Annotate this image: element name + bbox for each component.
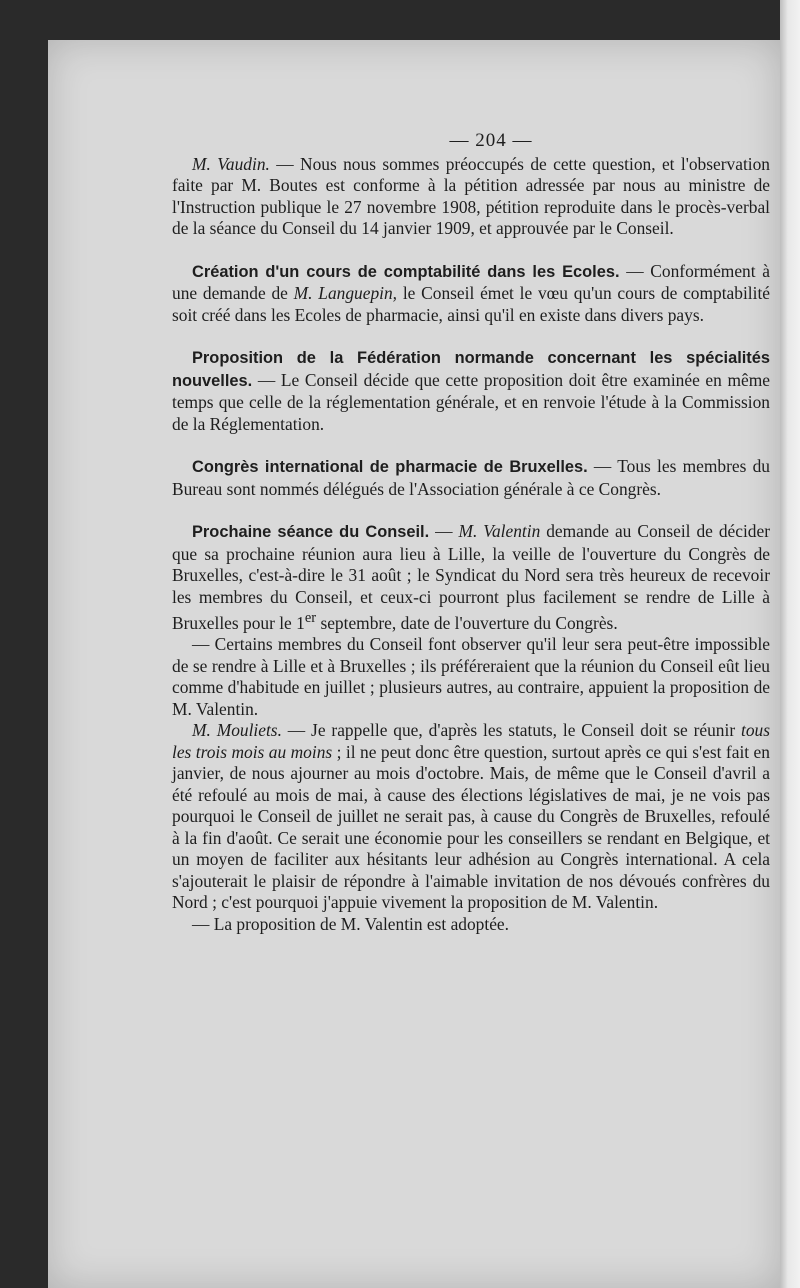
paragraph-text: — Nous nous sommes préoccupés de cette question, et l'observation faite par M. Boutes est conforme à la pétition adressée par nous au ministre de l'Instruction publique le 27 novembre 1908, pétition reproduite dans le procès-verbal de la séance du Conseil du 14 janvier 1909, et approuvée par le Conseil. [172, 153, 770, 238]
section-prochaine-seance [172, 521, 770, 634]
paragraph-certains-membres: — Certains membres du Conseil font observer qu'il leur sera peut-être impossible de se rendre à Lille et à Bruxelles ; ils préféreraient que la réunion du Conseil eût lieu comme d'habitude en juillet ; plusieurs autres, au contraire, appuient la proposition de M. Valentin. [172, 634, 770, 719]
section-heading: Création d'un cours de comptabilité dans les Ecoles. [192, 262, 620, 281]
section-text: — Conformément à une demande de [172, 260, 770, 303]
section-heading: Prochaine séance du Conseil. [192, 523, 430, 541]
paragraph-mouliets [172, 720, 770, 914]
section-text: — Le Conseil décide que cette proposition doit être examinée en même temps que celle de la réglementation générale, et en renvoie l'étude à la Commission de la Réglementation. [172, 369, 770, 434]
paragraph-text: — Je rappelle que, d'après les statuts, le Conseil doit se réunir [281, 720, 741, 741]
section-heading: Congrès international de pharmacie de Bruxelles. [192, 458, 588, 476]
section-text: septembre, date de l'ouverture du Congrès. [316, 612, 618, 633]
section-text: le Conseil émet le vœu qu'un cours de comptabilité soit créé dans les Ecoles de pharmacie, ainsi qu'il en existe dans divers pays. [172, 283, 770, 325]
person-name: M. Valentin [458, 521, 541, 541]
section-comptabilite [172, 261, 770, 327]
page-right-edge [780, 0, 800, 1288]
superscript-er: er [304, 610, 317, 626]
paragraph-adoption: — La proposition de M. Valentin est adoptée. [192, 913, 509, 934]
emphasis: tous les trois mois au moins [172, 720, 770, 762]
section-text: demande au Conseil de décider que sa prochaine réunion aura lieu à Lille, la veille de l'ouverture du Congrès de Bruxelles, c'est-à-dire le 31 août ; le Syndicat du Nord sera très heureux de recevoir les membres du Conseil, et ceux-ci pourront plus facilement se rendre de Lille à Bruxelles pour le 1 [172, 521, 770, 633]
section-congres-bruxelles [172, 456, 770, 500]
speaker-name: M. Vaudin. [192, 153, 270, 174]
paragraph-text: ; il ne peut donc être question, surtout après ce qui s'est fait en janvier, de nous ajourner au mois d'octobre. Mais, de même que le Conseil d'avril a été refoulé au mois de mai, à cause des élections législatives de mai, je ne vois pas pourquoi le Conseil de juillet ne serait pas, à cause du Congrès de Bruxelles, refoulé à la fin d'août. Ce serait une économie pour les conseillers se rendant en Belgique, et un moyen de faciliter aux hésitants leur adhésion au Congrès international. A cela s'ajouterait le plaisir de répondre à l'aimable invitation de nos dévoués confrères du Nord ; c'est pourquoi j'appuie vivement la proposition de M. Valentin. [172, 741, 770, 913]
page-content [172, 130, 770, 935]
page-number: — 204 — [449, 130, 533, 151]
paragraph-vaudin [172, 154, 770, 240]
person-name: M. Languepin, [293, 283, 398, 303]
speaker-name: M. Mouliets. [192, 720, 282, 741]
section-text: — [429, 521, 459, 541]
section-text: — Tous les membres du Bureau sont nommés délégués de l'Association générale à ce Congrès. [172, 456, 770, 499]
section-federation-normande [172, 347, 770, 435]
section-heading: Proposition de la Fédération normande concernant les spécialités nouvelles. [172, 349, 770, 390]
